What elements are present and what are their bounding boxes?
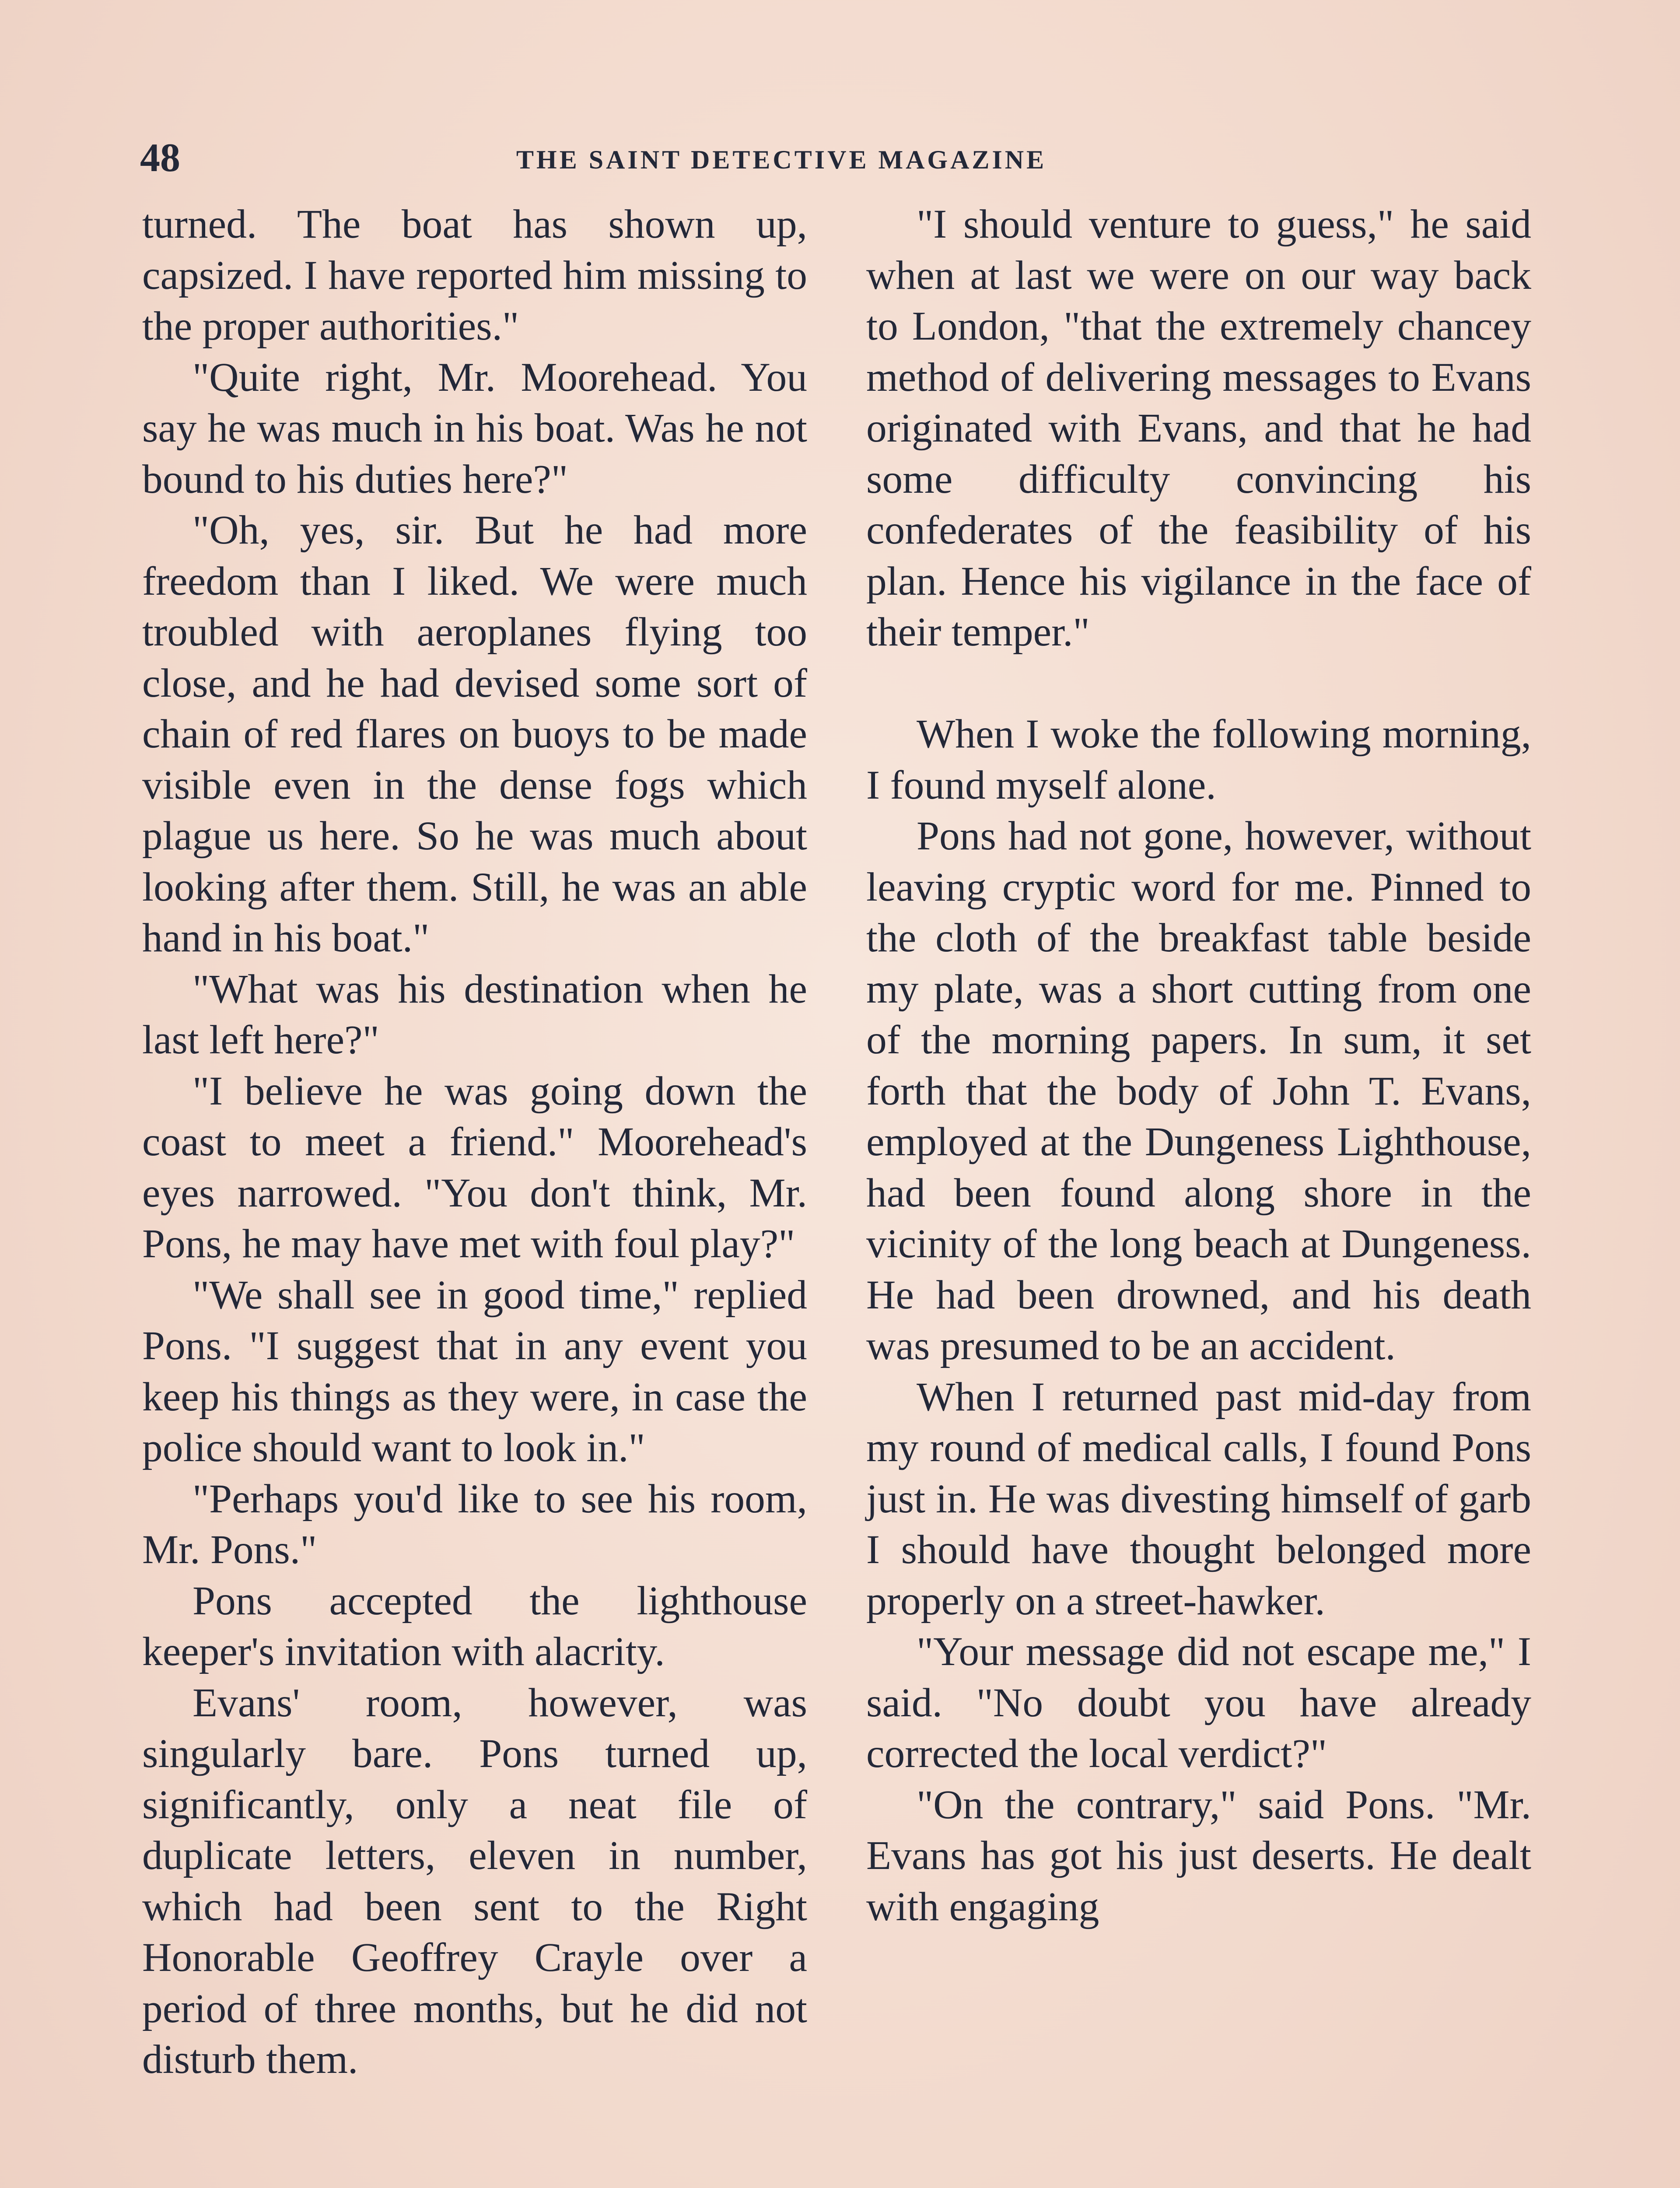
paragraph: When I returned past mid-day from my round of medical calls, I found Pons just in. He was divesting himself of garb I should have thought belonged more properly on a street-hawker. — [866, 1374, 1531, 1623]
paragraph: When I woke the following morning, I found myself alone. — [866, 712, 1531, 808]
paragraph: "Oh, yes, sir. But he had more freedom than I liked. We were much troubled with aeroplanes flying too close, and he had devised some sort of chain of red flares on buoys to be made visible even in the dense fogs which plague us here. So he was much about looking after them. Still, he was an able hand in his boat." — [142, 508, 807, 961]
paragraph: turned. The boat has shown up, capsized. I have reported him missing to the proper authorities." — [142, 202, 807, 349]
page-header — [140, 131, 1540, 184]
page-number: 48 — [140, 135, 180, 180]
left-column — [142, 199, 807, 2086]
paragraph: "Quite right, Mr. Moorehead. You say he was much in his boat. Was he not bound to his duties here?" — [142, 354, 807, 502]
paragraph: Pons had not gone, however, without leaving cryptic word for me. Pinned to the cloth of the breakfast table beside my plate, was a short cutting from one of the morning papers. In sum, it set forth that the body of John T. Evans, employed at the Dungeness Lighthouse, had been found along shore in the vicinity of the long beach at Dungeness. He had been drowned, and his death was presumed to be an accident. — [866, 813, 1531, 1368]
paragraph: "We shall see in good time," replied Pons. "I suggest that in any event you keep his things as they were, in case the police should want to look in." — [142, 1272, 807, 1470]
paragraph: "What was his destination when he last left here?" — [142, 966, 807, 1062]
running-head: THE SAINT DETECTIVE MAGAZINE — [516, 145, 1047, 174]
paragraph: "Your message did not escape me," I said. "No doubt you have already corrected the local verdict?" — [866, 1629, 1531, 1776]
paragraph: Evans' room, however, was singularly bare. Pons turned up, significantly, only a neat file of duplicate letters, eleven in number, which had been sent to the Right Honorable Geoffrey Crayle over a period of three months, but he did not disturb them. — [142, 1680, 807, 2082]
paragraph: "I should venture to guess," he said when at last we were on our way back to London, "that the extremely chancey method of delivering messages to Evans originated with Evans, and that he had some difficulty convincing his confederates of the feasibility of his plan. Hence his vigilance in the face of their temper." — [866, 202, 1531, 655]
right-column — [866, 199, 1531, 1932]
paragraph: Pons accepted the lighthouse keeper's invitation with alacrity. — [142, 1578, 807, 1674]
paragraph: "I believe he was going down the coast to meet a friend." Moorehead's eyes narrowed. "You don't think, Mr. Pons, he may have met with foul play?" — [142, 1068, 807, 1266]
paragraph: "On the contrary," said Pons. "Mr. Evans has got his just deserts. He dealt with engaging — [866, 1782, 1531, 1929]
paragraph: "Perhaps you'd like to see his room, Mr. Pons." — [142, 1476, 807, 1572]
